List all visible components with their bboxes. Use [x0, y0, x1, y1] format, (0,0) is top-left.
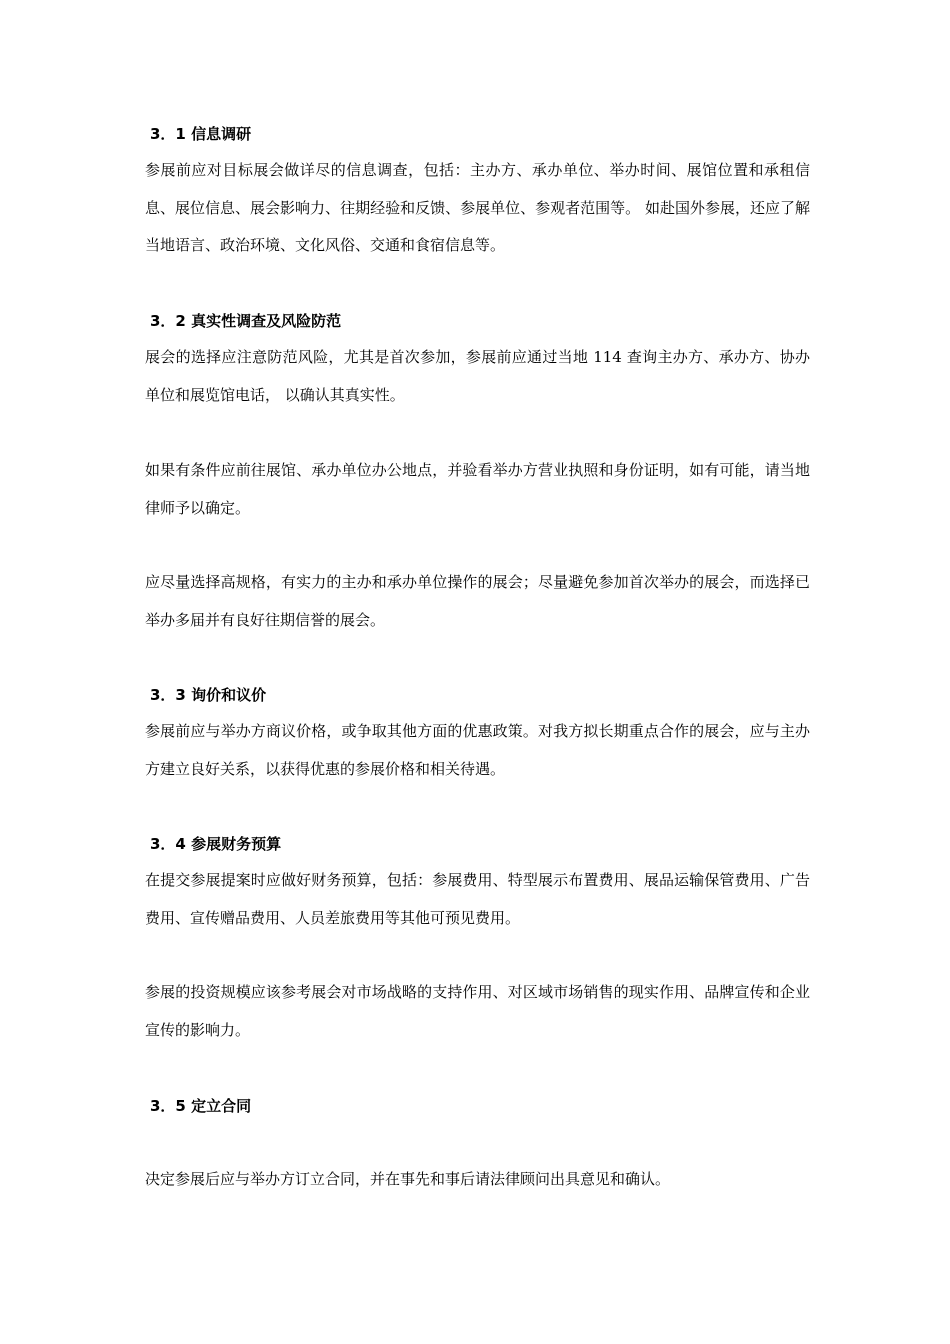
section-heading: 3．1 信息调研 [150, 125, 252, 143]
paragraph: 如果有条件应前往展馆、承办单位办公地点，并验看举办方营业执照和身份证明，如有可能，请当地律师予以确定。 [145, 461, 810, 517]
paragraph: 参展前应与举办方商议价格，或争取其他方面的优惠政策。对我方拟长期重点合作的展会，应与主办方建立良好关系，以获得优惠的参展价格和相关待遇。 [145, 722, 810, 778]
section-heading: 3．3 询价和议价 [150, 686, 267, 704]
section-heading: 3．2 真实性调查及风险防范 [150, 312, 342, 330]
paragraph: 在提交参展提案时应做好财务预算，包括：参展费用、特型展示布置费用、展品运输保管费用、广告费用、宣传赠品费用、人员差旅费用等其他可预见费用。 [145, 871, 810, 927]
paragraph: 决定参展后应与举办方订立合同，并在事先和事后请法律顾问出具意见和确认。 [145, 1170, 671, 1188]
paragraph: 应尽量选择高规格，有实力的主办和承办单位操作的展会；尽量避免参加首次举办的展会，而选择已举办多届并有良好往期信誉的展会。 [145, 573, 810, 629]
section-heading: 3．5 定立合同 [150, 1097, 252, 1115]
paragraph: 参展的投资规模应该参考展会对市场战略的支持作用、对区域市场销售的现实作用、品牌宣传和企业宣传的影响力。 [145, 983, 810, 1039]
paragraph: 展会的选择应注意防范风险，尤其是首次参加，参展前应通过当地 114 查询主办方、承办方、协办单位和展览馆电话， 以确认其真实性。 [145, 348, 810, 404]
paragraph: 参展前应对目标展会做详尽的信息调查，包括：主办方、承办单位、举办时间、展馆位置和承租信息、展位信息、展会影响力、往期经验和反馈、参展单位、参观者范围等。 如赴国外参展，还应了解当地语言、政治环境、文化风俗、交通和食宿信息等。 [145, 161, 810, 254]
section-heading: 3．4 参展财务预算 [150, 835, 282, 853]
